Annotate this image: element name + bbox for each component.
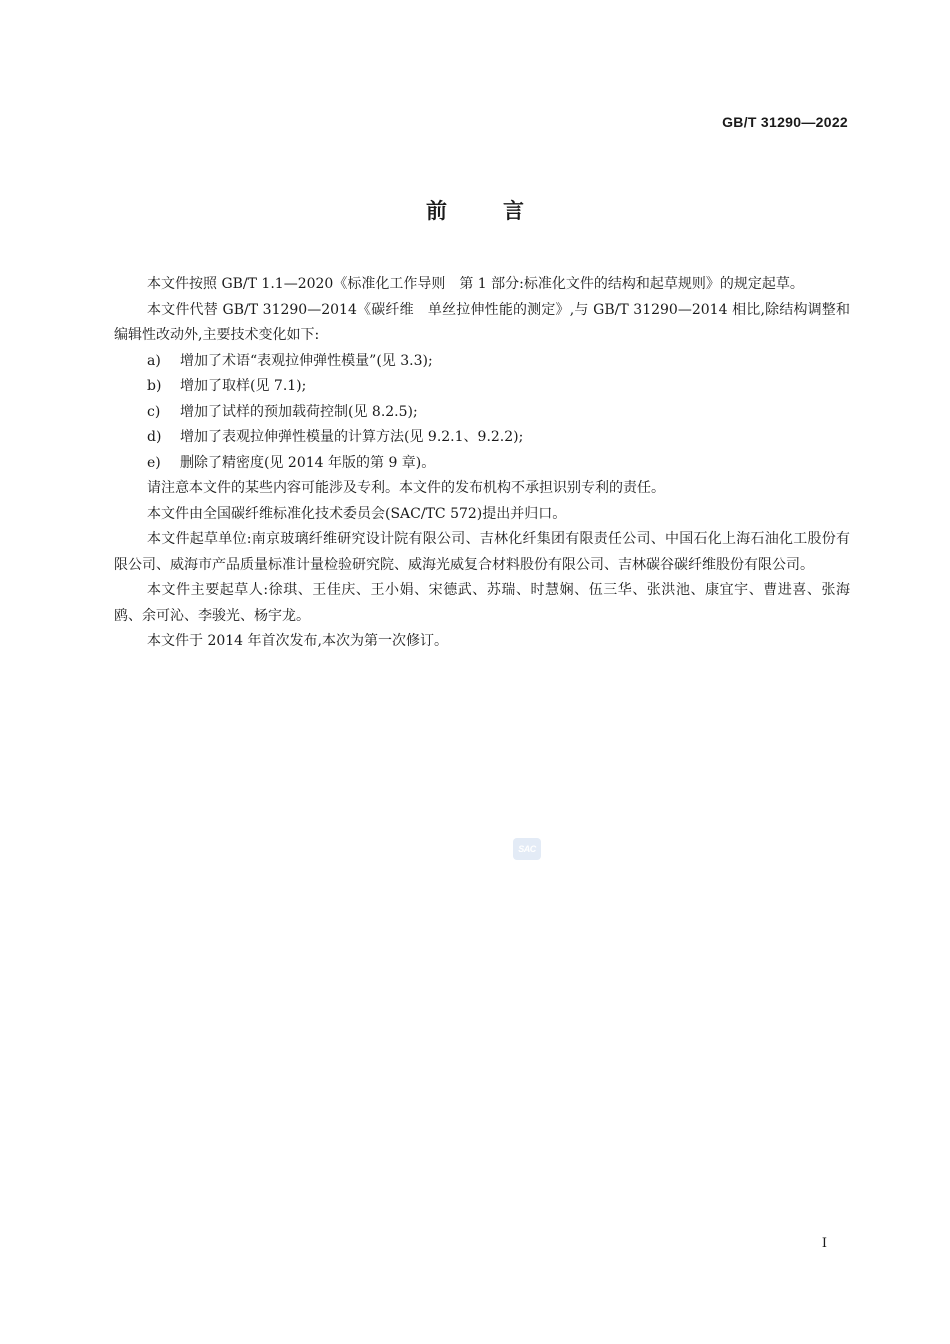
list-item-mark: b) <box>147 378 162 394</box>
list-item-mark: e) <box>147 454 161 471</box>
paragraph-history: 本文件于 2014 年首次发布,本次为第一次修订。 <box>147 633 448 649</box>
list-item-mark: d) <box>147 429 162 445</box>
sac-watermark-logo <box>513 838 541 860</box>
list-item-mark: c) <box>147 403 161 420</box>
paragraph-patent-notice: 请注意本文件的某些内容可能涉及专利。本文件的发布机构不承担识别专利的责任。 <box>147 480 665 496</box>
paragraph-replacement: 本文件代替 GB/T 31290—2014《碳纤维 单丝拉伸性能的测定》,与 GB/T 31290—2014 相比,除结构调整和编辑性改动外,主要技术变化如下: <box>114 301 850 343</box>
list-item-text: 增加了表观拉伸弹性模量的计算方法(见 9.2.1、9.2.2); <box>180 429 524 445</box>
list-item-text: 增加了试样的预加载荷控制(见 8.2.5); <box>180 403 418 420</box>
standard-number: GB/T 31290—2022 <box>722 114 848 130</box>
list-item-text: 增加了取样(见 7.1); <box>180 378 307 394</box>
foreword-body <box>114 272 850 655</box>
list-item <box>114 349 850 375</box>
list-item-text: 删除了精密度(见 2014 年版的第 9 章)。 <box>180 454 436 471</box>
paragraph-committee: 本文件由全国碳纤维标准化技术委员会(SAC/TC 572)提出并归口。 <box>147 505 567 522</box>
paragraph-drafters: 本文件主要起草人:徐琪、王佳庆、王小娟、宋德武、苏瑞、时慧娴、伍三华、张洪池、康宜宇、曹进喜、张海鸥、余可沁、李骏光、杨宇龙。 <box>114 582 850 624</box>
list-item <box>114 374 850 400</box>
paragraph-drafting-units: 本文件起草单位:南京玻璃纤维研究设计院有限公司、吉林化纤集团有限责任公司、中国石化上海石油化工股份有限公司、威海市产品质量标准计量检验研究院、威海光威复合材料股份有限公司、吉林碳谷碳纤维股份有限公司。 <box>114 531 850 573</box>
page-title: 前言 <box>426 198 580 223</box>
list-item <box>114 451 850 477</box>
list-item <box>114 425 850 451</box>
sac-watermark-text: SAC <box>518 844 536 854</box>
paragraph-drafting-rules: 本文件按照 GB/T 1.1—2020《标准化工作导则 第 1 部分:标准化文件的结构和起草规则》的规定起草。 <box>147 276 804 292</box>
list-item <box>114 400 850 426</box>
list-item-text: 增加了术语“表观拉伸弹性模量”(见 3.3); <box>180 352 433 369</box>
list-item-mark: a) <box>147 352 161 369</box>
page-number: I <box>821 1236 827 1251</box>
